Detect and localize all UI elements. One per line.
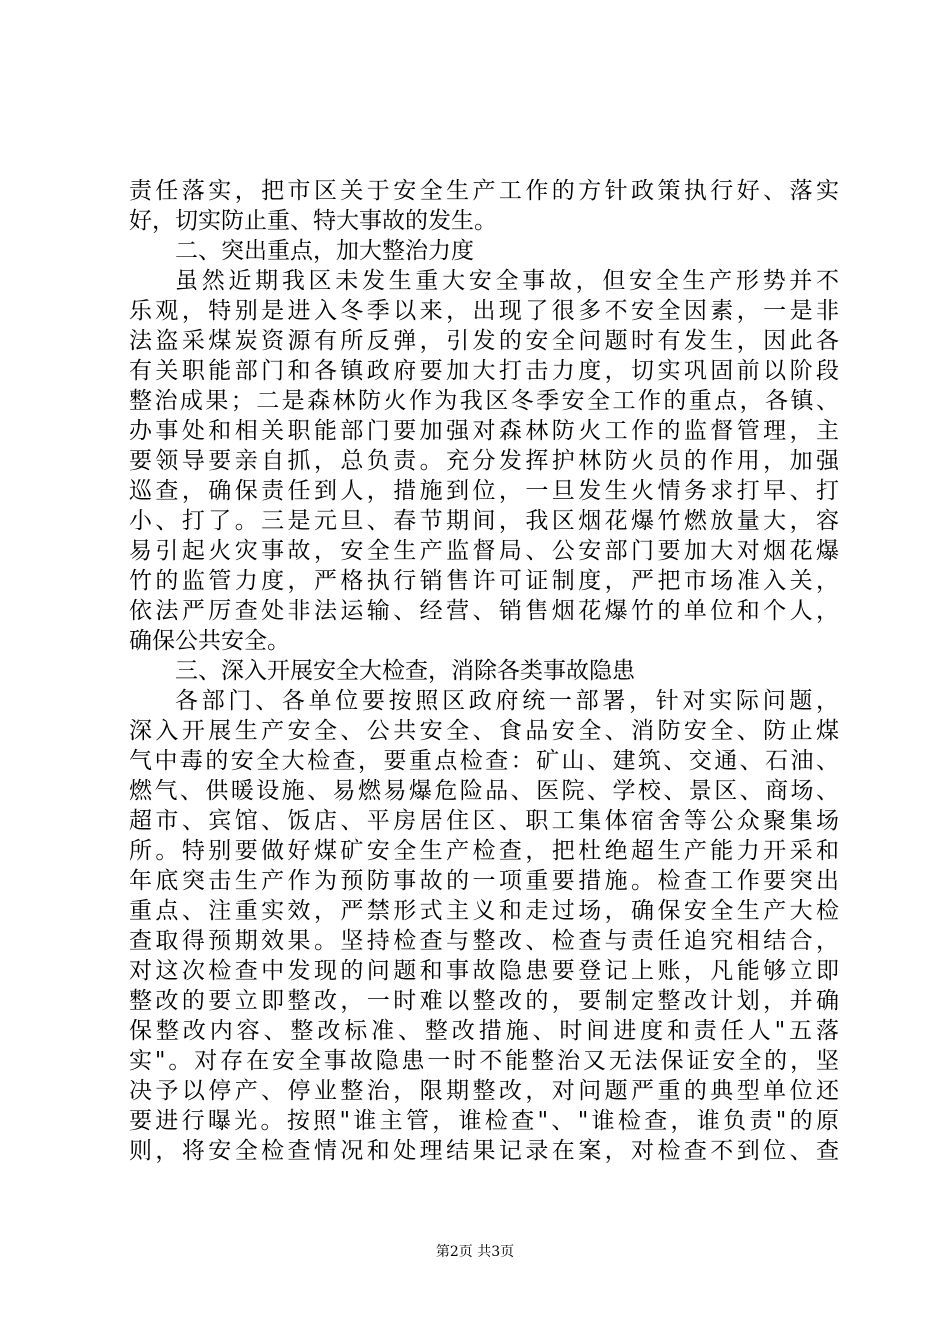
text-line: 查取得预期效果。坚持检查与整改、检查与责任追究相结合， — [129, 928, 839, 954]
text-line: 深入开展生产安全、公共安全、食品安全、消防安全、防止煤 — [129, 718, 839, 744]
text-line: 易引起火灾事故，安全生产监督局、公安部门要加大对烟花爆 — [129, 538, 839, 564]
text-line: 超市、宾馆、饭店、平房居住区、职工集体宿舍等公众聚集场 — [129, 808, 839, 834]
text-line: 保整改内容、整改标准、整改措施、时间进度和责任人"五落 — [129, 1018, 839, 1044]
text-line: 责任落实，把市区关于安全生产工作的方针政策执行好、落实 — [129, 178, 839, 204]
text-line: 气中毒的安全大检查，要重点检查：矿山、建筑、交通、石油、 — [129, 748, 839, 774]
text-line: 年底突击生产作为预防事故的一项重要措施。检查工作要突出 — [129, 868, 839, 894]
text-line: 燃气、供暖设施、易燃易爆危险品、医院、学校、景区、商场、 — [129, 778, 839, 804]
document-body — [129, 176, 839, 1166]
text-line: 各部门、各单位要按照区政府统一部署，针对实际问题， — [175, 688, 839, 714]
text-line: 决予以停产、停业整治，限期整改，对问题严重的典型单位还 — [129, 1078, 839, 1104]
text-line: 整治成果；二是森林防火作为我区冬季安全工作的重点，各镇、 — [129, 388, 839, 414]
text-line: 二、突出重点，加大整治力度 — [175, 238, 474, 264]
text-line: 法盗采煤炭资源有所反弹，引发的安全问题时有发生，因此各 — [129, 328, 839, 354]
text-line: 好，切实防止重、特大事故的发生。 — [129, 208, 497, 234]
text-line: 有关职能部门和各镇政府要加大打击力度，切实巩固前以阶段 — [129, 358, 839, 384]
text-line: 三、深入开展安全大检查，消除各类事故隐患 — [175, 658, 635, 684]
text-line: 则，将安全检查情况和处理结果记录在案，对检查不到位、查 — [129, 1138, 839, 1164]
text-line: 确保公共安全。 — [129, 628, 290, 654]
page-footer: 第2页 共3页 — [435, 1244, 515, 1260]
text-line: 巡查，确保责任到人，措施到位，一旦发生火情务求打早、打 — [129, 478, 839, 504]
text-line: 依法严厉查处非法运输、经营、销售烟花爆竹的单位和个人， — [129, 598, 839, 624]
text-line: 办事处和相关职能部门要加强对森林防火工作的监督管理，主 — [129, 418, 839, 444]
text-line: 小、打了。三是元旦、春节期间，我区烟花爆竹燃放量大，容 — [129, 508, 839, 534]
text-line: 要领导要亲自抓，总负责。充分发挥护林防火员的作用，加强 — [129, 448, 839, 474]
text-line: 竹的监管力度，严格执行销售许可证制度，严把市场准入关， — [129, 568, 839, 594]
text-line: 要进行曝光。按照"谁主管，谁检查"、"谁检查，谁负责"的原 — [129, 1108, 839, 1134]
text-line: 虽然近期我区未发生重大安全事故，但安全生产形势并不 — [175, 268, 839, 294]
text-line: 乐观，特别是进入冬季以来，出现了很多不安全因素，一是非 — [129, 298, 839, 324]
text-line: 实"。对存在安全事故隐患一时不能整治又无法保证安全的，坚 — [129, 1048, 839, 1074]
text-line: 重点、注重实效，严禁形式主义和走过场，确保安全生产大检 — [129, 898, 839, 924]
text-line: 对这次检查中发现的问题和事故隐患要登记上账，凡能够立即 — [129, 958, 839, 984]
text-line: 所。特别要做好煤矿安全生产检查，把杜绝超生产能力开采和 — [129, 838, 839, 864]
text-line: 整改的要立即整改，一时难以整改的，要制定整改计划，并确 — [129, 988, 839, 1014]
